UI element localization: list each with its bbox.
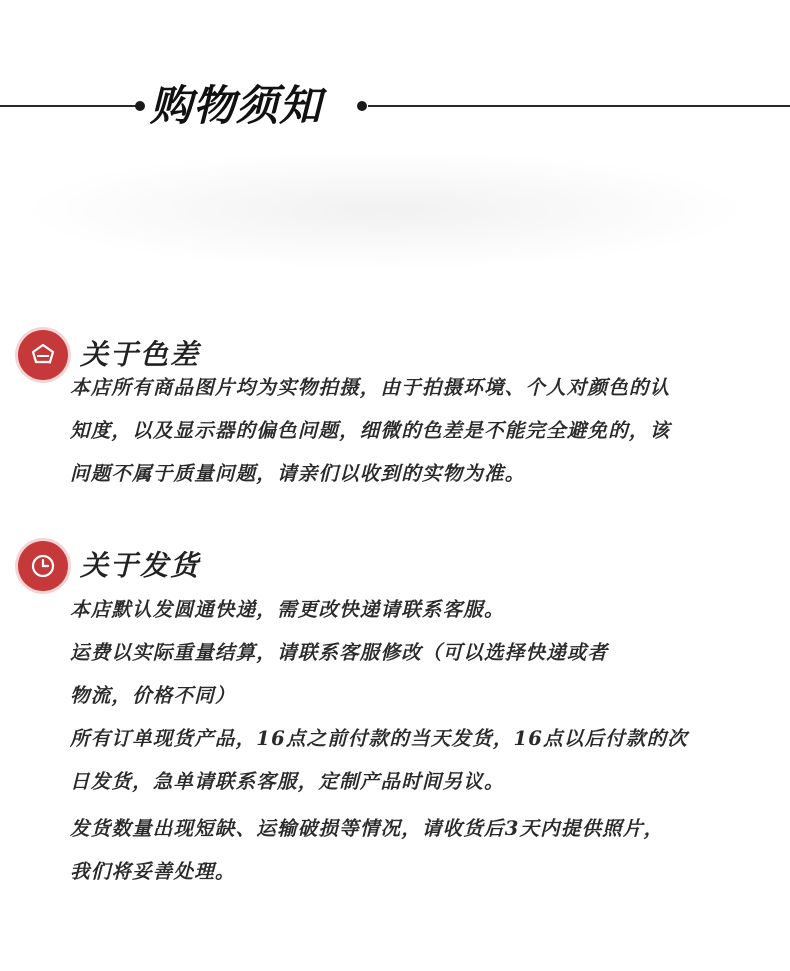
- page-title: 购物须知: [150, 81, 323, 130]
- section-shipping-header: [18, 541, 200, 591]
- clock-icon: [18, 541, 68, 591]
- paragraph-line: 本店所有商品图片均为实物拍摄，由于拍摄环境、个人对颜色的认: [70, 376, 671, 399]
- header-rule-right: [368, 105, 790, 107]
- paragraph-line: 所有订单现货产品，16点之前付款的当天发货，16点以后付款的次: [70, 727, 688, 750]
- section-title: 关于发货: [80, 549, 201, 582]
- section-shipping-body: [70, 588, 780, 893]
- header-dot-right: [357, 101, 367, 111]
- paragraph-line: 我们将妥善处理。: [70, 860, 236, 883]
- paragraph-line: 发货数量出现短缺、运输破损等情况，请收货后3天内提供照片，: [70, 817, 665, 840]
- paragraph-line: 日发货，急单请联系客服，定制产品时间另议。: [70, 770, 505, 793]
- color-drop-icon: [18, 330, 68, 380]
- paragraph-line: 物流，价格不同）: [70, 684, 236, 707]
- paragraph-line: 知度，以及显示器的偏色问题，细微的色差是不能完全避免的，该: [70, 419, 671, 442]
- paragraph-line: 本店默认发圆通快递，需更改快递请联系客服。: [70, 598, 505, 621]
- section-color-difference-body: [70, 366, 780, 495]
- paragraph-line: 运费以实际重量结算，请联系客服修改（可以选择快递或者: [70, 641, 609, 664]
- header-dot-left: [135, 101, 145, 111]
- section-title: 关于色差: [80, 338, 201, 371]
- decorative-smudge: [20, 150, 750, 270]
- header-rule-left: [0, 105, 138, 107]
- page-header: [0, 78, 790, 134]
- paragraph-line: 问题不属于质量问题，请亲们以收到的实物为准。: [70, 462, 526, 485]
